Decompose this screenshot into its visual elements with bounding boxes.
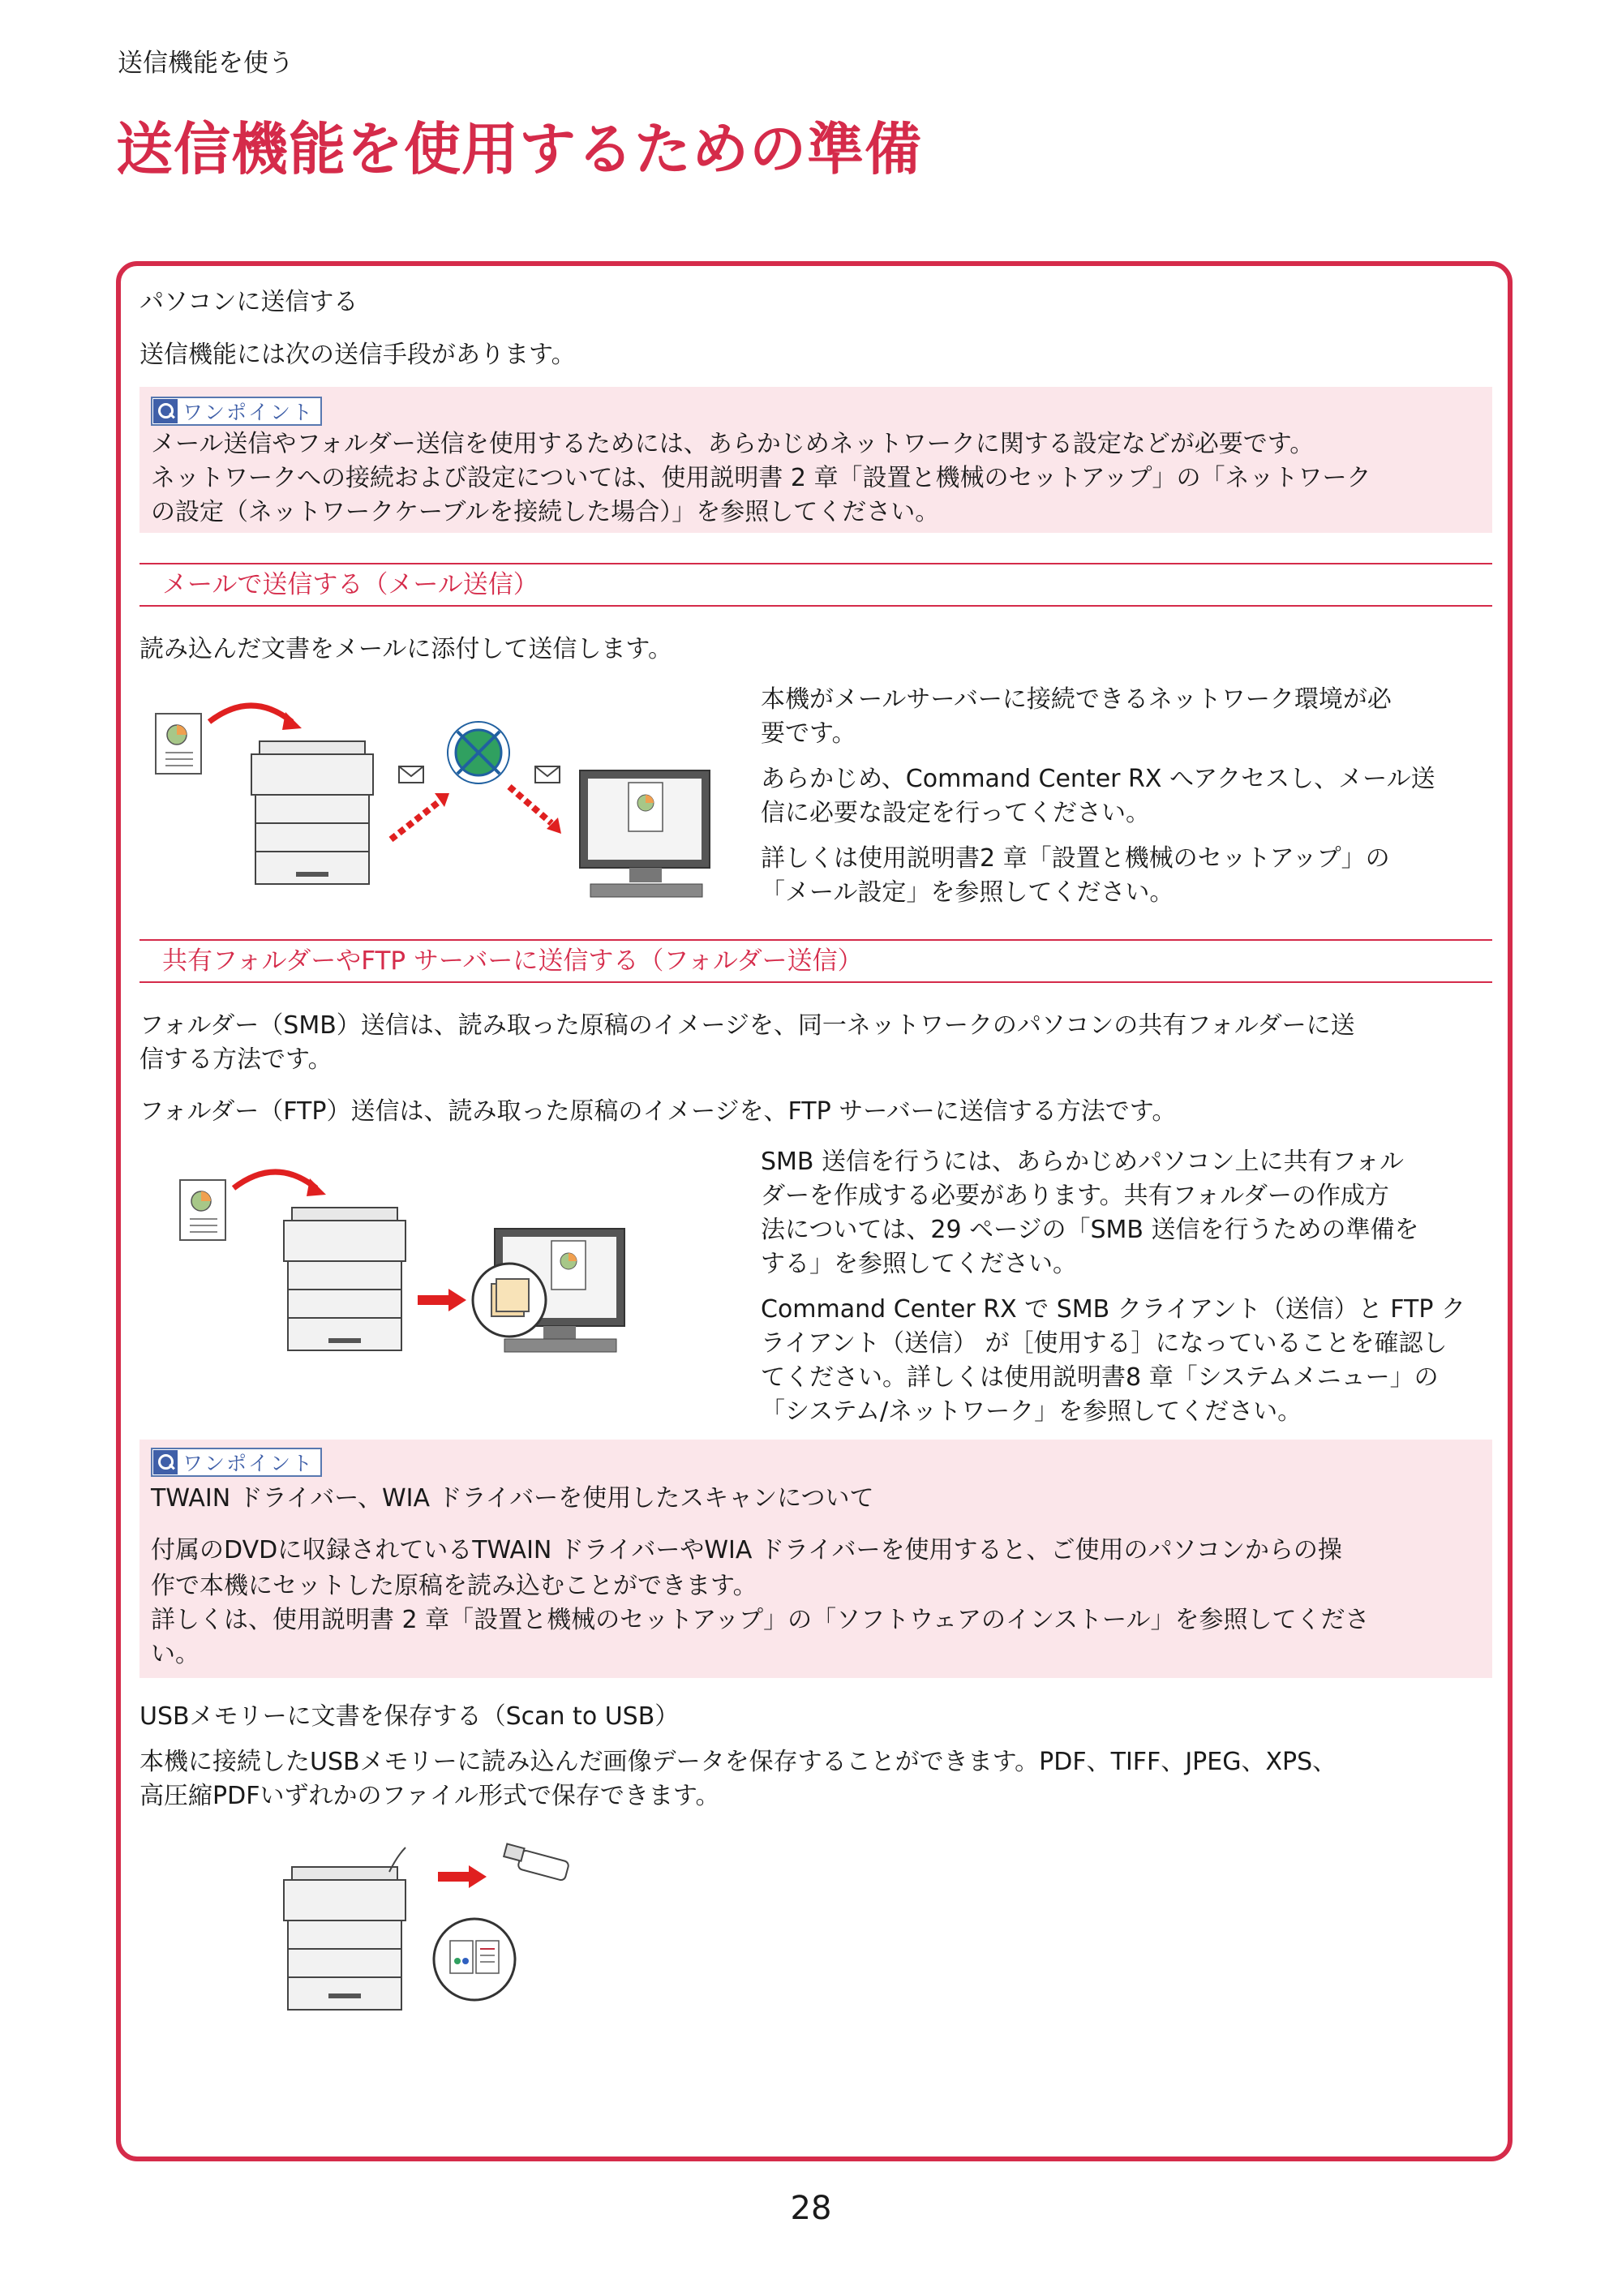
tip-badge <box>151 1448 322 1477</box>
email-note-1a: 本機がメールサーバーに接続できるネットワーク環境が必 <box>761 685 1392 714</box>
monitor-icon <box>580 770 710 897</box>
folder-note-2: ライアント（送信） が［使用する］になっていることを確認し <box>761 1329 1448 1358</box>
email-note-2a: あらかじめ、Command Center RX へアクセスし、メール送 <box>761 765 1435 793</box>
folder-note-2: てください。詳しくは使用説明書8 章「システムメニュー」の <box>761 1363 1439 1392</box>
section-heading-folder: 共有フォルダーやFTP サーバーに送信する（フォルダー送信） <box>139 939 1492 983</box>
printer-icon <box>251 741 373 884</box>
tip-line: ネットワークへの接続および設定については、使用説明書 2 章「設置と機械のセットアップ」の「ネットワーク <box>151 464 1371 492</box>
usb-stick-icon <box>504 1844 569 1882</box>
folder-note-1: する」を参照してください。 <box>761 1250 1077 1278</box>
folder-note-2: 「システム/ネットワーク」を参照してください。 <box>761 1397 1302 1426</box>
arrow-icon <box>418 1289 466 1311</box>
globe-icon <box>448 722 509 783</box>
usb-heading: USBメモリーに文書を保存する（Scan to USB） <box>139 1702 680 1731</box>
magnifier-icon <box>153 399 178 423</box>
usb-line: 本機に接続したUSBメモリーに読み込んだ画像データを保存することができます。PDF、TIFF、JPEG、XPS、 <box>139 1748 1337 1776</box>
email-note-1b: 要です。 <box>761 719 856 748</box>
document-icon <box>434 1919 515 2000</box>
intro-heading: パソコンに送信する <box>139 288 358 316</box>
document-icon <box>156 714 201 774</box>
breadcrumb: 送信機能を使う <box>118 49 294 78</box>
envelope-icon <box>535 766 560 783</box>
folder-ftp-line: フォルダー（FTP）送信は、読み取った原稿のイメージを、FTP サーバーに送信する方法です。 <box>139 1097 1177 1126</box>
email-lead: 読み込んだ文書をメールに添付して送信します。 <box>139 635 672 663</box>
page-number: 28 <box>790 2190 832 2227</box>
intro-lead: 送信機能には次の送信手段があります。 <box>139 341 576 369</box>
folder-illustration <box>170 1156 657 1367</box>
tip-line: の設定（ネットワークケーブルを接続した場合）」を参照してください。 <box>151 498 940 526</box>
folder-note-1: 法については、29 ページの「SMB 送信を行うための準備を <box>761 1216 1419 1244</box>
envelope-icon <box>399 766 423 783</box>
folder-icon <box>473 1264 546 1337</box>
email-illustration <box>146 689 730 900</box>
tip-line: メール送信やフォルダー送信を使用するためには、あらかじめネットワークに関する設定などが必要です。 <box>151 430 1315 458</box>
tip-box-network <box>139 387 1492 533</box>
tip-heading: TWAIN ドライバー、WIA ドライバーを使用したスキャンについて <box>151 1484 874 1513</box>
page-title: 送信機能を使用するための準備 <box>116 116 922 182</box>
folder-note-1: ダーを作成する必要があります。共有フォルダーの作成方 <box>761 1182 1389 1210</box>
printer-icon <box>284 1848 406 2010</box>
document-icon <box>180 1180 225 1240</box>
email-note-3b: 「メール設定」を参照してください。 <box>761 878 1174 907</box>
email-note-3a: 詳しくは使用説明書2 章「設置と機械のセットアップ」の <box>761 844 1390 873</box>
tip-line: 作で本機にセットした原稿を読み込むことができます。 <box>151 1572 757 1600</box>
folder-smb-line: フォルダー（SMB）送信は、読み取った原稿のイメージを、同一ネットワークのパソコンの共有フォルダーに送 <box>139 1011 1355 1040</box>
tip-label: ワンポイント <box>182 1452 315 1475</box>
tip-box-twain <box>139 1440 1492 1678</box>
tip-line: い。 <box>151 1640 200 1668</box>
tip-badge <box>151 397 322 426</box>
email-note-2b: 信に必要な設定を行ってください。 <box>761 799 1150 827</box>
tip-label: ワンポイント <box>182 401 315 424</box>
folder-note-2: Command Center RX で SMB クライアント（送信）と FTP ク <box>761 1295 1465 1324</box>
usb-illustration <box>276 1839 616 2026</box>
arrow-icon <box>438 1865 487 1888</box>
folder-note-1: SMB 送信を行うには、あらかじめパソコン上に共有フォル <box>761 1148 1404 1176</box>
printer-icon <box>284 1208 406 1350</box>
folder-smb-line: 信する方法です。 <box>139 1045 333 1074</box>
tip-line: 付属のDVDに収録されているTWAIN ドライバーやWIA ドライバーを使用すると、ご使用のパソコンからの操 <box>151 1536 1342 1564</box>
usb-line: 高圧縮PDFいずれかのファイル形式で保存できます。 <box>139 1782 720 1810</box>
magnifier-icon <box>153 1450 178 1474</box>
section-heading-email: メールで送信する（メール送信） <box>139 563 1492 607</box>
tip-line: 詳しくは、使用説明書 2 章「設置と機械のセットアップ」の「ソフトウェアのインストール」を参照してくださ <box>151 1606 1370 1634</box>
